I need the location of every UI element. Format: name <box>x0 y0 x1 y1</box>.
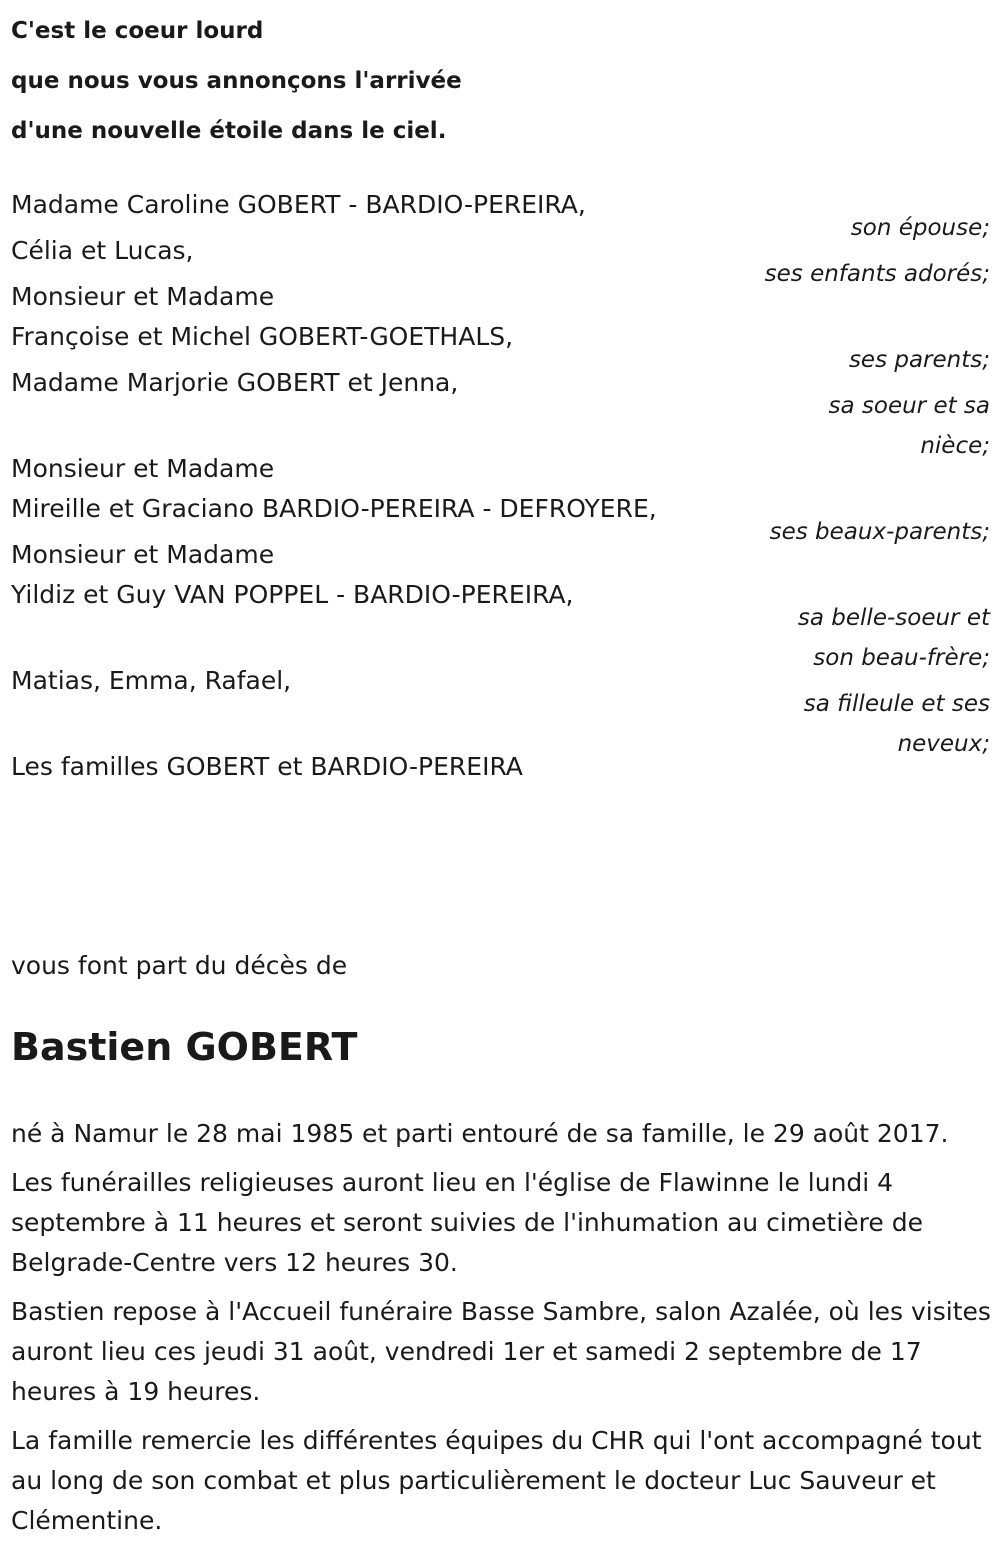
family-names: Monsieur et Madame <box>11 540 275 569</box>
family-names: Yildiz et Guy VAN POPPEL - BARDIO-PEREIRA, <box>11 580 574 609</box>
intro-line: que nous vous annonçons l'arrivée <box>11 68 462 94</box>
role-line: ses parents; <box>848 347 990 373</box>
family-names: Célia et Lucas, <box>11 236 194 265</box>
role-line: son épouse; <box>850 215 990 241</box>
role-line: sa filleule et ses <box>803 691 990 717</box>
family-names: Madame Caroline GOBERT - BARDIO-PEREIRA, <box>11 190 586 219</box>
family-names: Madame Marjorie GOBERT et Jenna, <box>11 368 459 397</box>
families-line: Les familles GOBERT et BARDIO-PEREIRA <box>11 752 523 781</box>
family-names: Mireille et Graciano BARDIO-PEREIRA - DEFROYERE, <box>11 494 657 523</box>
role-line: sa soeur et sa <box>828 393 990 419</box>
funeral-paragraph: Les funérailles religieuses auront lieu en l'église de Flawinne le lundi 4 septembre à 11 heures et seront suivies de l'inhumation au cimetière de Belgrade-Centre vers 12 heures 30. <box>11 1168 923 1277</box>
role-line: ses enfants adorés; <box>764 261 990 287</box>
intro-line: C'est le coeur lourd <box>11 18 264 44</box>
intro-line: d'une nouvelle étoile dans le ciel. <box>11 118 447 144</box>
thanks-paragraph: La famille remercie les différentes équipes du CHR qui l'ont accompagné tout au long de son combat et plus particulièrement le docteur Luc Sauveur et Clémentine. <box>11 1426 982 1535</box>
family-names: Matias, Emma, Rafael, <box>11 666 292 695</box>
family-names: Françoise et Michel GOBERT-GOETHALS, <box>11 322 514 351</box>
role-line: nièce; <box>920 433 990 459</box>
birth-death-paragraph: né à Namur le 28 mai 1985 et parti entouré de sa famille, le 29 août 2017. <box>11 1119 949 1148</box>
role-line: son beau-frère; <box>813 645 990 671</box>
intro-heading <box>11 6 991 156</box>
family-names: Monsieur et Madame <box>11 454 275 483</box>
role-line: sa belle-soeur et <box>797 605 990 631</box>
role-line: neveux; <box>897 731 990 757</box>
role-line: ses beaux-parents; <box>769 519 990 545</box>
announcement-text: vous font part du décès de <box>11 951 348 980</box>
family-names: Monsieur et Madame <box>11 282 275 311</box>
family-role <box>730 254 990 294</box>
family-list <box>11 185 990 787</box>
visitation-paragraph: Bastien repose à l'Accueil funéraire Basse Sambre, salon Azalée, où les visites auront lieu ces jeudi 31 août, vendredi 1er et samedi 2 septembre de 17 heures à 19 heures. <box>11 1297 991 1406</box>
family-role <box>730 512 990 552</box>
family-entry-siblings-in-law <box>11 535 990 678</box>
deceased-name: Bastien GOBERT <box>11 1025 358 1069</box>
details-section <box>11 1114 991 1550</box>
